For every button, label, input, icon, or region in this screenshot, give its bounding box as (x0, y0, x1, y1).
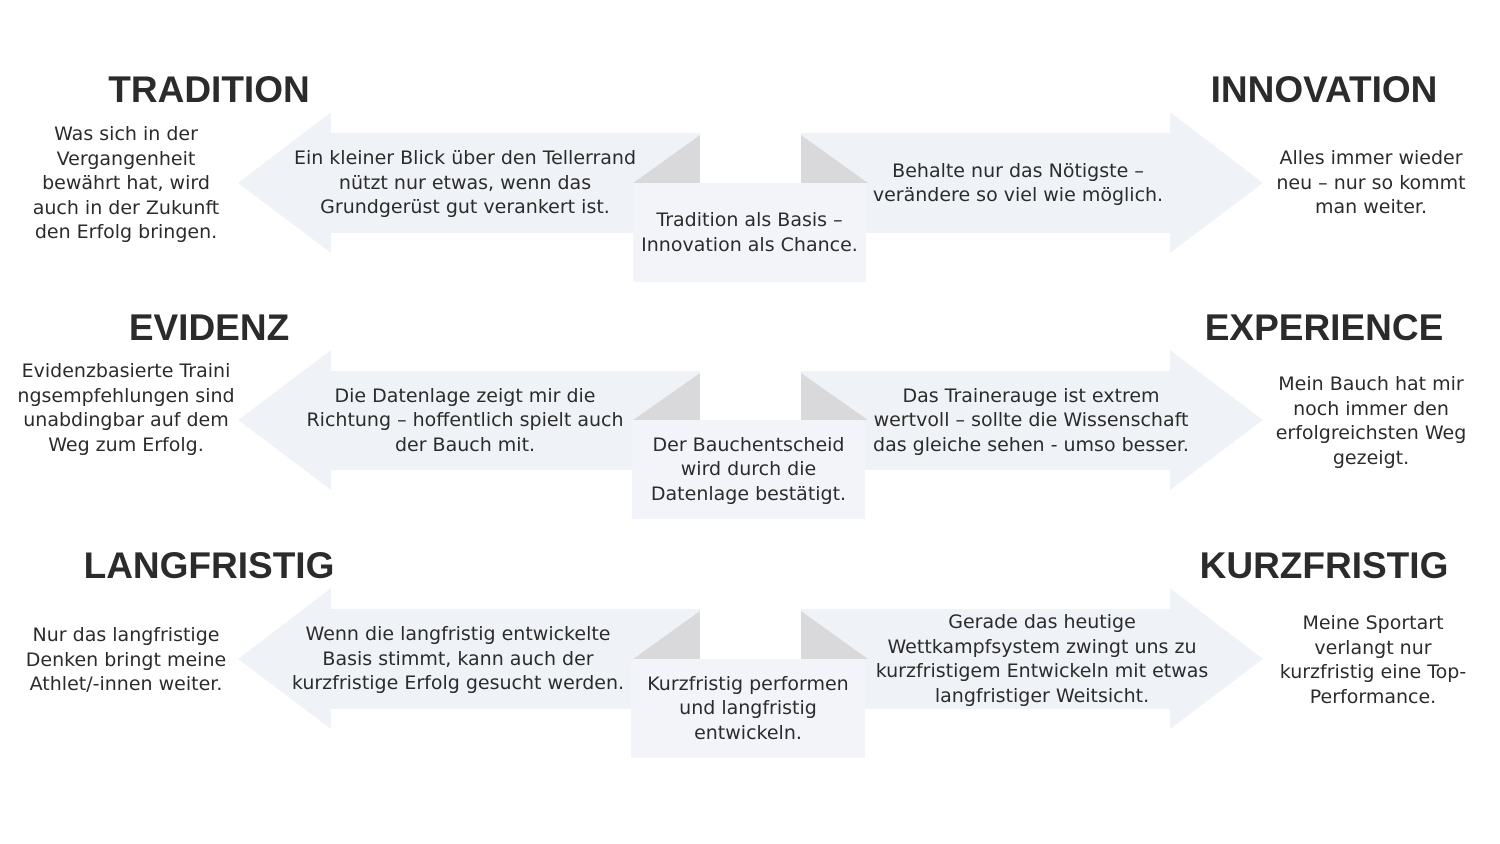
left-heading: EVIDENZ (128, 307, 290, 348)
row-evidenz-experience (0, 300, 1500, 520)
left-heading: TRADITION (108, 69, 310, 110)
left-arrow-text: Wenn die langfristig entwickelte Basis stimmt, kann auch der kurzfristige Erfolg gesucht werden. (291, 623, 625, 695)
right-heading: INNOVATION (1210, 69, 1438, 110)
right-side-text: Alles immer wieder neu – nur so kommt man weiter. (1276, 147, 1466, 218)
right-arrow-text: Behalte nur das Nötigste – verändere so viel wie möglich. (872, 159, 1164, 206)
right-side-text: Meine Sportart verlangt nur kurzfristig eine Top-Performance. (1279, 612, 1467, 708)
left-arrow-text: Die Datenlage zeigt mir die Richtung – hoffentlich spielt auch der Bauch mit. (306, 384, 624, 456)
center-box: Der Bauchentscheid wird durch die Datenlage bestätigt. (632, 420, 865, 519)
right-heading: KURZFRISTIG (1199, 545, 1449, 586)
left-side-text: Evidenzbasierte Trainingsempfehlungen sind unabdingbar auf dem Weg zum Erfolg. (17, 360, 235, 456)
left-side-text: Nur das langfristige Denken bringt meine Athlet/-innen weiter. (25, 624, 227, 695)
right-arrow-text: Gerade das heutige Wettkampfsystem zwingt uns zu kurzfristigem Entwickeln mit etwas langfristiger Weitsicht. (875, 611, 1209, 707)
row-langfristig-kurzfristig (0, 538, 1500, 758)
row-tradition-innovation (0, 62, 1500, 282)
left-heading: LANGFRISTIG (83, 545, 335, 586)
right-arrow-text: Das Trainerauge ist extrem wertvoll – sollte die Wissenschaft das gleiche sehen - umso besser. (873, 384, 1189, 456)
right-heading: EXPERIENCE (1204, 307, 1444, 348)
left-arrow-text: Ein kleiner Blick über den Tellerrand nützt nur etwas, wenn das Grundgerüst gut verankert ist. (293, 147, 637, 219)
left-side-text: Was sich in der Vergangenheit bewährt hat, wird auch in der Zukunft den Erfolg bringen. (32, 123, 220, 243)
center-box: Tradition als Basis – Innovation als Chance. (633, 183, 866, 282)
right-side-text: Mein Bauch hat mir noch immer den erfolgreichsten Weg gezeigt. (1275, 373, 1467, 469)
center-box: Kurzfristig performen und langfristig entwickeln. (631, 659, 865, 758)
